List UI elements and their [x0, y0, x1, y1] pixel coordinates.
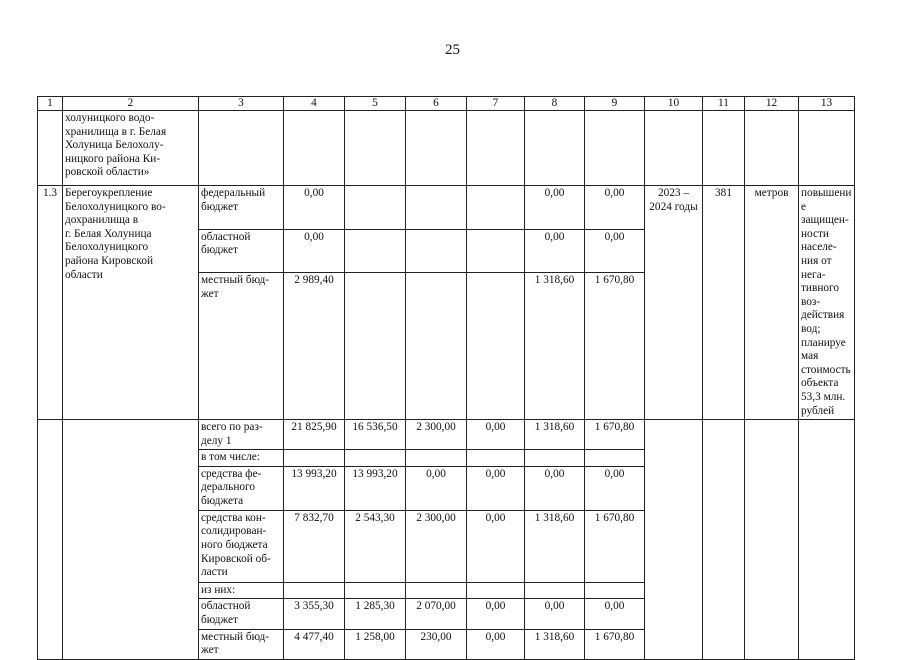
continuation-row	[38, 111, 855, 186]
column-header: 13	[799, 97, 855, 111]
total-label: средства кон- солидирован- ного бюджета Кировской об- ласти	[199, 510, 284, 582]
period: 2023 – 2024 годы	[645, 186, 703, 420]
column-header: 3	[199, 97, 284, 111]
total-label: областной бюджет	[199, 599, 284, 629]
cell-2024: 0,00	[585, 186, 645, 230]
program-table	[37, 96, 855, 660]
cell-2024: 0,00	[585, 229, 645, 273]
funding-source: местный бюд- жет	[199, 273, 284, 420]
column-header: 12	[745, 97, 799, 111]
expected-result: повышение защищен- ности населе- ния от нега- тивного воз- действия вод; планируемая стоимость объекта 53,3 млн. рублей	[799, 186, 855, 420]
item-name: Берегоукрепление Белохолуницкого во- дохранилища в г. Белая Холуница Белохолуницкого района Кировской области	[63, 186, 199, 420]
continuation-name: холуницкого водо- хранилища в г. Белая Холуница Белохолу- ницкого района Ки- ровской области»	[63, 111, 199, 186]
column-header: 1	[38, 97, 63, 111]
total-label: из них:	[199, 582, 284, 599]
column-header: 10	[645, 97, 703, 111]
column-header: 9	[585, 97, 645, 111]
column-header: 6	[406, 97, 467, 111]
total-row: средства фе- дерального бюджета 13 993,20 13 993,20 0,00 0,00 0,00 0,00	[38, 466, 855, 510]
total-row: областной бюджет 3 355,30 1 285,30 2 070,00 0,00 0,00 0,00	[38, 599, 855, 629]
column-header: 8	[525, 97, 585, 111]
column-header: 5	[345, 97, 406, 111]
cell-2023: 0,00	[525, 186, 585, 230]
column-header: 4	[284, 97, 345, 111]
total-row: средства кон- солидирован- ного бюджета Кировской об- ласти 7 832,70 2 543,30 2 300,00 0,00 1 318,60 1 670,80	[38, 510, 855, 582]
total-label: всего по раз- делу 1	[199, 420, 284, 450]
total-row: местный бюд- жет 4 477,40 1 258,00 230,00 0,00 1 318,60 1 670,80	[38, 629, 855, 659]
column-header: 7	[467, 97, 525, 111]
total-label: в том числе:	[199, 450, 284, 467]
column-header: 2	[63, 97, 199, 111]
total-label: местный бюд- жет	[199, 629, 284, 659]
table-row	[38, 186, 855, 230]
cell-total: 0,00	[284, 186, 345, 230]
funding-source: областной бюджет	[199, 229, 284, 273]
header-row	[38, 97, 855, 111]
cell-2024: 1 670,80	[585, 273, 645, 420]
cell-2023: 0,00	[525, 229, 585, 273]
quantity: 381	[703, 186, 745, 420]
page-number: 25	[445, 42, 460, 58]
cell-total: 0,00	[284, 229, 345, 273]
funding-source: федеральный бюджет	[199, 186, 284, 230]
total-row: всего по раз- делу 1 21 825,90 16 536,50 2 300,00 0,00 1 318,60 1 670,80	[38, 420, 855, 450]
unit: метров	[745, 186, 799, 420]
item-number: 1.3	[38, 186, 63, 420]
column-header: 11	[703, 97, 745, 111]
total-label: средства фе- дерального бюджета	[199, 466, 284, 510]
cell-total: 2 989,40	[284, 273, 345, 420]
cell-2023: 1 318,60	[525, 273, 585, 420]
